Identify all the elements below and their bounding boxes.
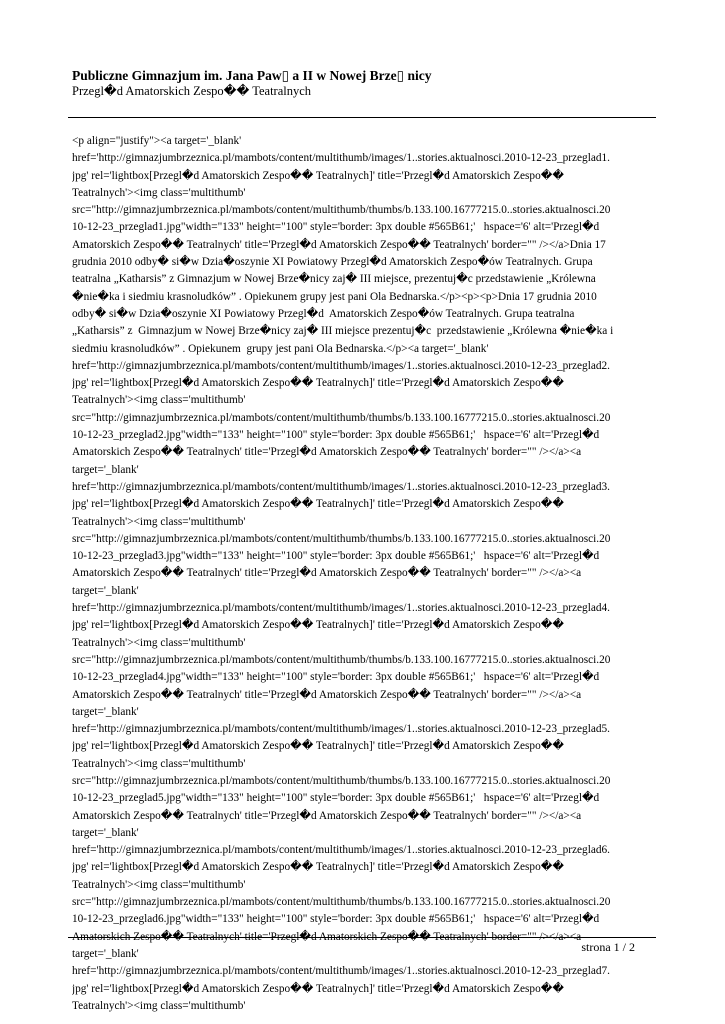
text-line: <p align="justify"><a target='_blank' [72, 135, 242, 147]
text-line: grudnia 2010 odby� si�w Dzia�oszynie XI Powiatowy Przegl�d Amatorskich Zespo�ów Teatralnych. Grupa [72, 256, 593, 269]
text-line: Amatorskich Zespo�� Teatralnych' title='Przegl�d Amatorskich Zespo�� Teatralnych' border="" /></a>Dnia 17 [72, 238, 606, 251]
text-line: jpg' rel='lightbox[Przegl�d Amatorskich Zespo�� Teatralnych]' title='Przegl�d Amatorskich Zespo�� [72, 861, 564, 874]
text-line: jpg' rel='lightbox[Przegl�d Amatorskich Zespo�� Teatralnych]' title='Przegl�d Amatorskich Zespo�� [72, 377, 564, 390]
text-line: src="http://gimnazjumbrzeznica.pl/mambots/content/multithumb/thumbs/b.133.100.16777215.0..stories.aktualnosci.20 [72, 653, 611, 666]
text-line: jpg' rel='lightbox[Przegl�d Amatorskich Zespo�� Teatralnych]' title='Przegl�d Amatorskich Zespo�� [72, 740, 564, 753]
text-line: target='_blank' [72, 705, 139, 718]
text-line: href='http://gimnazjumbrzeznica.pl/mambots/content/multithumb/images/1..stories.aktualnosci.2010-12-23_przeglad1. [72, 152, 610, 165]
text-line: target='_blank' [72, 947, 139, 960]
text-line: src="http://gimnazjumbrzeznica.pl/mambots/content/multithumb/thumbs/b.133.100.16777215.0..stories.aktualnosci.20 [72, 411, 611, 424]
text-line: Amatorskich Zespo�� Teatralnych' title='Przegl�d Amatorskich Zespo�� Teatralnych' border="" /></a><a [72, 809, 582, 822]
text-line: Teatralnych'><img class='multithumb' [72, 394, 246, 407]
text-line: „Katharsis” z Gimnazjum w Nowej Brze�nicy zaj� III miejsce prezentuj�c przedstawienie „Królewna �nie�ka i [72, 325, 614, 338]
text-line: Amatorskich Zespo�� Teatralnych' title='Przegl�d Amatorskich Zespo�� Teatralnych' border="" /></a><a [72, 567, 582, 580]
article-body [72, 133, 662, 1015]
footer-divider [68, 937, 656, 938]
document-title: Publiczne Gimnazjum im. Jana Paw▯ a II w Nowej Brze▯ nicy [72, 68, 432, 83]
text-line: Amatorskich Zespo�� Teatralnych' title='Przegl�d Amatorskich Zespo�� Teatralnych' border="" /></a><a [72, 930, 582, 943]
text-line: jpg' rel='lightbox[Przegl�d Amatorskich Zespo�� Teatralnych]' title='Przegl�d Amatorskich Zespo�� [72, 619, 564, 632]
text-line: target='_blank' [72, 463, 139, 476]
text-line: src="http://gimnazjumbrzeznica.pl/mambots/content/multithumb/thumbs/b.133.100.16777215.0..stories.aktualnosci.20 [72, 532, 611, 545]
text-line: Teatralnych'><img class='multithumb' [72, 878, 246, 891]
text-line: Amatorskich Zespo�� Teatralnych' title='Przegl�d Amatorskich Zespo�� Teatralnych' border="" /></a><a [72, 446, 582, 459]
text-line: Teatralnych'><img class='multithumb' [72, 999, 246, 1012]
text-line: 10-12-23_przeglad5.jpg"width="133" height="100" style='border: 3px double #565B61;' hspace='6' alt='Przegl�d [72, 792, 600, 805]
text-line: Teatralnych'><img class='multithumb' [72, 515, 246, 528]
text-line: target='_blank' [72, 826, 139, 839]
text-line: href='http://gimnazjumbrzeznica.pl/mambots/content/multithumb/images/1..stories.aktualnosci.2010-12-23_przeglad4. [72, 602, 610, 615]
text-line: src="http://gimnazjumbrzeznica.pl/mambots/content/multithumb/thumbs/b.133.100.16777215.0..stories.aktualnosci.20 [72, 774, 611, 787]
text-line: src="http://gimnazjumbrzeznica.pl/mambots/content/multithumb/thumbs/b.133.100.16777215.0..stories.aktualnosci.20 [72, 204, 611, 217]
text-line: �nie�ka i siedmiu krasnoludków” . Opiekunem grupy jest pani Ola Bednarska.</p><p><p>Dnia 17 grudnia 2010 [72, 290, 597, 303]
text-line: 10-12-23_przeglad3.jpg"width="133" height="100" style='border: 3px double #565B61;' hspace='6' alt='Przegl�d [72, 550, 600, 563]
text-line: href='http://gimnazjumbrzeznica.pl/mambots/content/multithumb/images/1..stories.aktualnosci.2010-12-23_przeglad5. [72, 723, 610, 736]
page-number: strona 1 / 2 [581, 940, 635, 954]
text-line: Amatorskich Zespo�� Teatralnych' title='Przegl�d Amatorskich Zespo�� Teatralnych' border="" /></a><a [72, 688, 582, 701]
text-line: target='_blank' [72, 584, 139, 597]
text-line: odby� si�w Dzia�oszynie XI Powiatowy Przegl�d Amatorskich Zespo�ów Teatralnych. Grupa teatralna [72, 307, 575, 320]
text-line: href='http://gimnazjumbrzeznica.pl/mambots/content/multithumb/images/1..stories.aktualnosci.2010-12-23_przeglad3. [72, 480, 610, 493]
text-line: Teatralnych'><img class='multithumb' [72, 186, 246, 199]
text-line: jpg' rel='lightbox[Przegl�d Amatorskich Zespo�� Teatralnych]' title='Przegl�d Amatorskich Zespo�� [72, 169, 564, 182]
text-line: Teatralnych'><img class='multithumb' [72, 636, 246, 649]
text-line: teatralna „Katharsis” z Gimnazjum w Nowej Brze�nicy zaj� III miejsce, prezentuj�c przedstawienie „Królewna [72, 273, 596, 286]
text-line: 10-12-23_przeglad4.jpg"width="133" height="100" style='border: 3px double #565B61;' hspace='6' alt='Przegl�d [72, 671, 600, 684]
text-line: src="http://gimnazjumbrzeznica.pl/mambots/content/multithumb/thumbs/b.133.100.16777215.0..stories.aktualnosci.20 [72, 896, 611, 909]
text-line: 10-12-23_przeglad6.jpg"width="133" height="100" style='border: 3px double #565B61;' hspace='6' alt='Przegl�d [72, 913, 600, 926]
page-header [72, 67, 657, 99]
header-divider [68, 117, 656, 118]
text-line: jpg' rel='lightbox[Przegl�d Amatorskich Zespo�� Teatralnych]' title='Przegl�d Amatorskich Zespo�� [72, 982, 564, 995]
text-line: 10-12-23_przeglad2.jpg"width="133" height="100" style='border: 3px double #565B61;' hspace='6' alt='Przegl�d [72, 429, 600, 442]
text-line: href='http://gimnazjumbrzeznica.pl/mambots/content/multithumb/images/1..stories.aktualnosci.2010-12-23_przeglad6. [72, 844, 610, 857]
text-line: 10-12-23_przeglad1.jpg"width="133" height="100" style='border: 3px double #565B61;' hspace='6' alt='Przegl�d [72, 221, 600, 234]
document-subtitle: Przegl�d Amatorskich Zespo�� Teatralnych [72, 84, 312, 98]
text-line: jpg' rel='lightbox[Przegl�d Amatorskich Zespo�� Teatralnych]' title='Przegl�d Amatorskich Zespo�� [72, 498, 564, 511]
text-line: Teatralnych'><img class='multithumb' [72, 757, 246, 770]
text-line: href='http://gimnazjumbrzeznica.pl/mambots/content/multithumb/images/1..stories.aktualnosci.2010-12-23_przeglad7. [72, 965, 610, 978]
text-line: href='http://gimnazjumbrzeznica.pl/mambots/content/multithumb/images/1..stories.aktualnosci.2010-12-23_przeglad2. [72, 359, 610, 372]
text-line: siedmiu krasnoludków” . Opiekunem grupy jest pani Ola Bednarska.</p><a target='_blank' [72, 342, 489, 355]
